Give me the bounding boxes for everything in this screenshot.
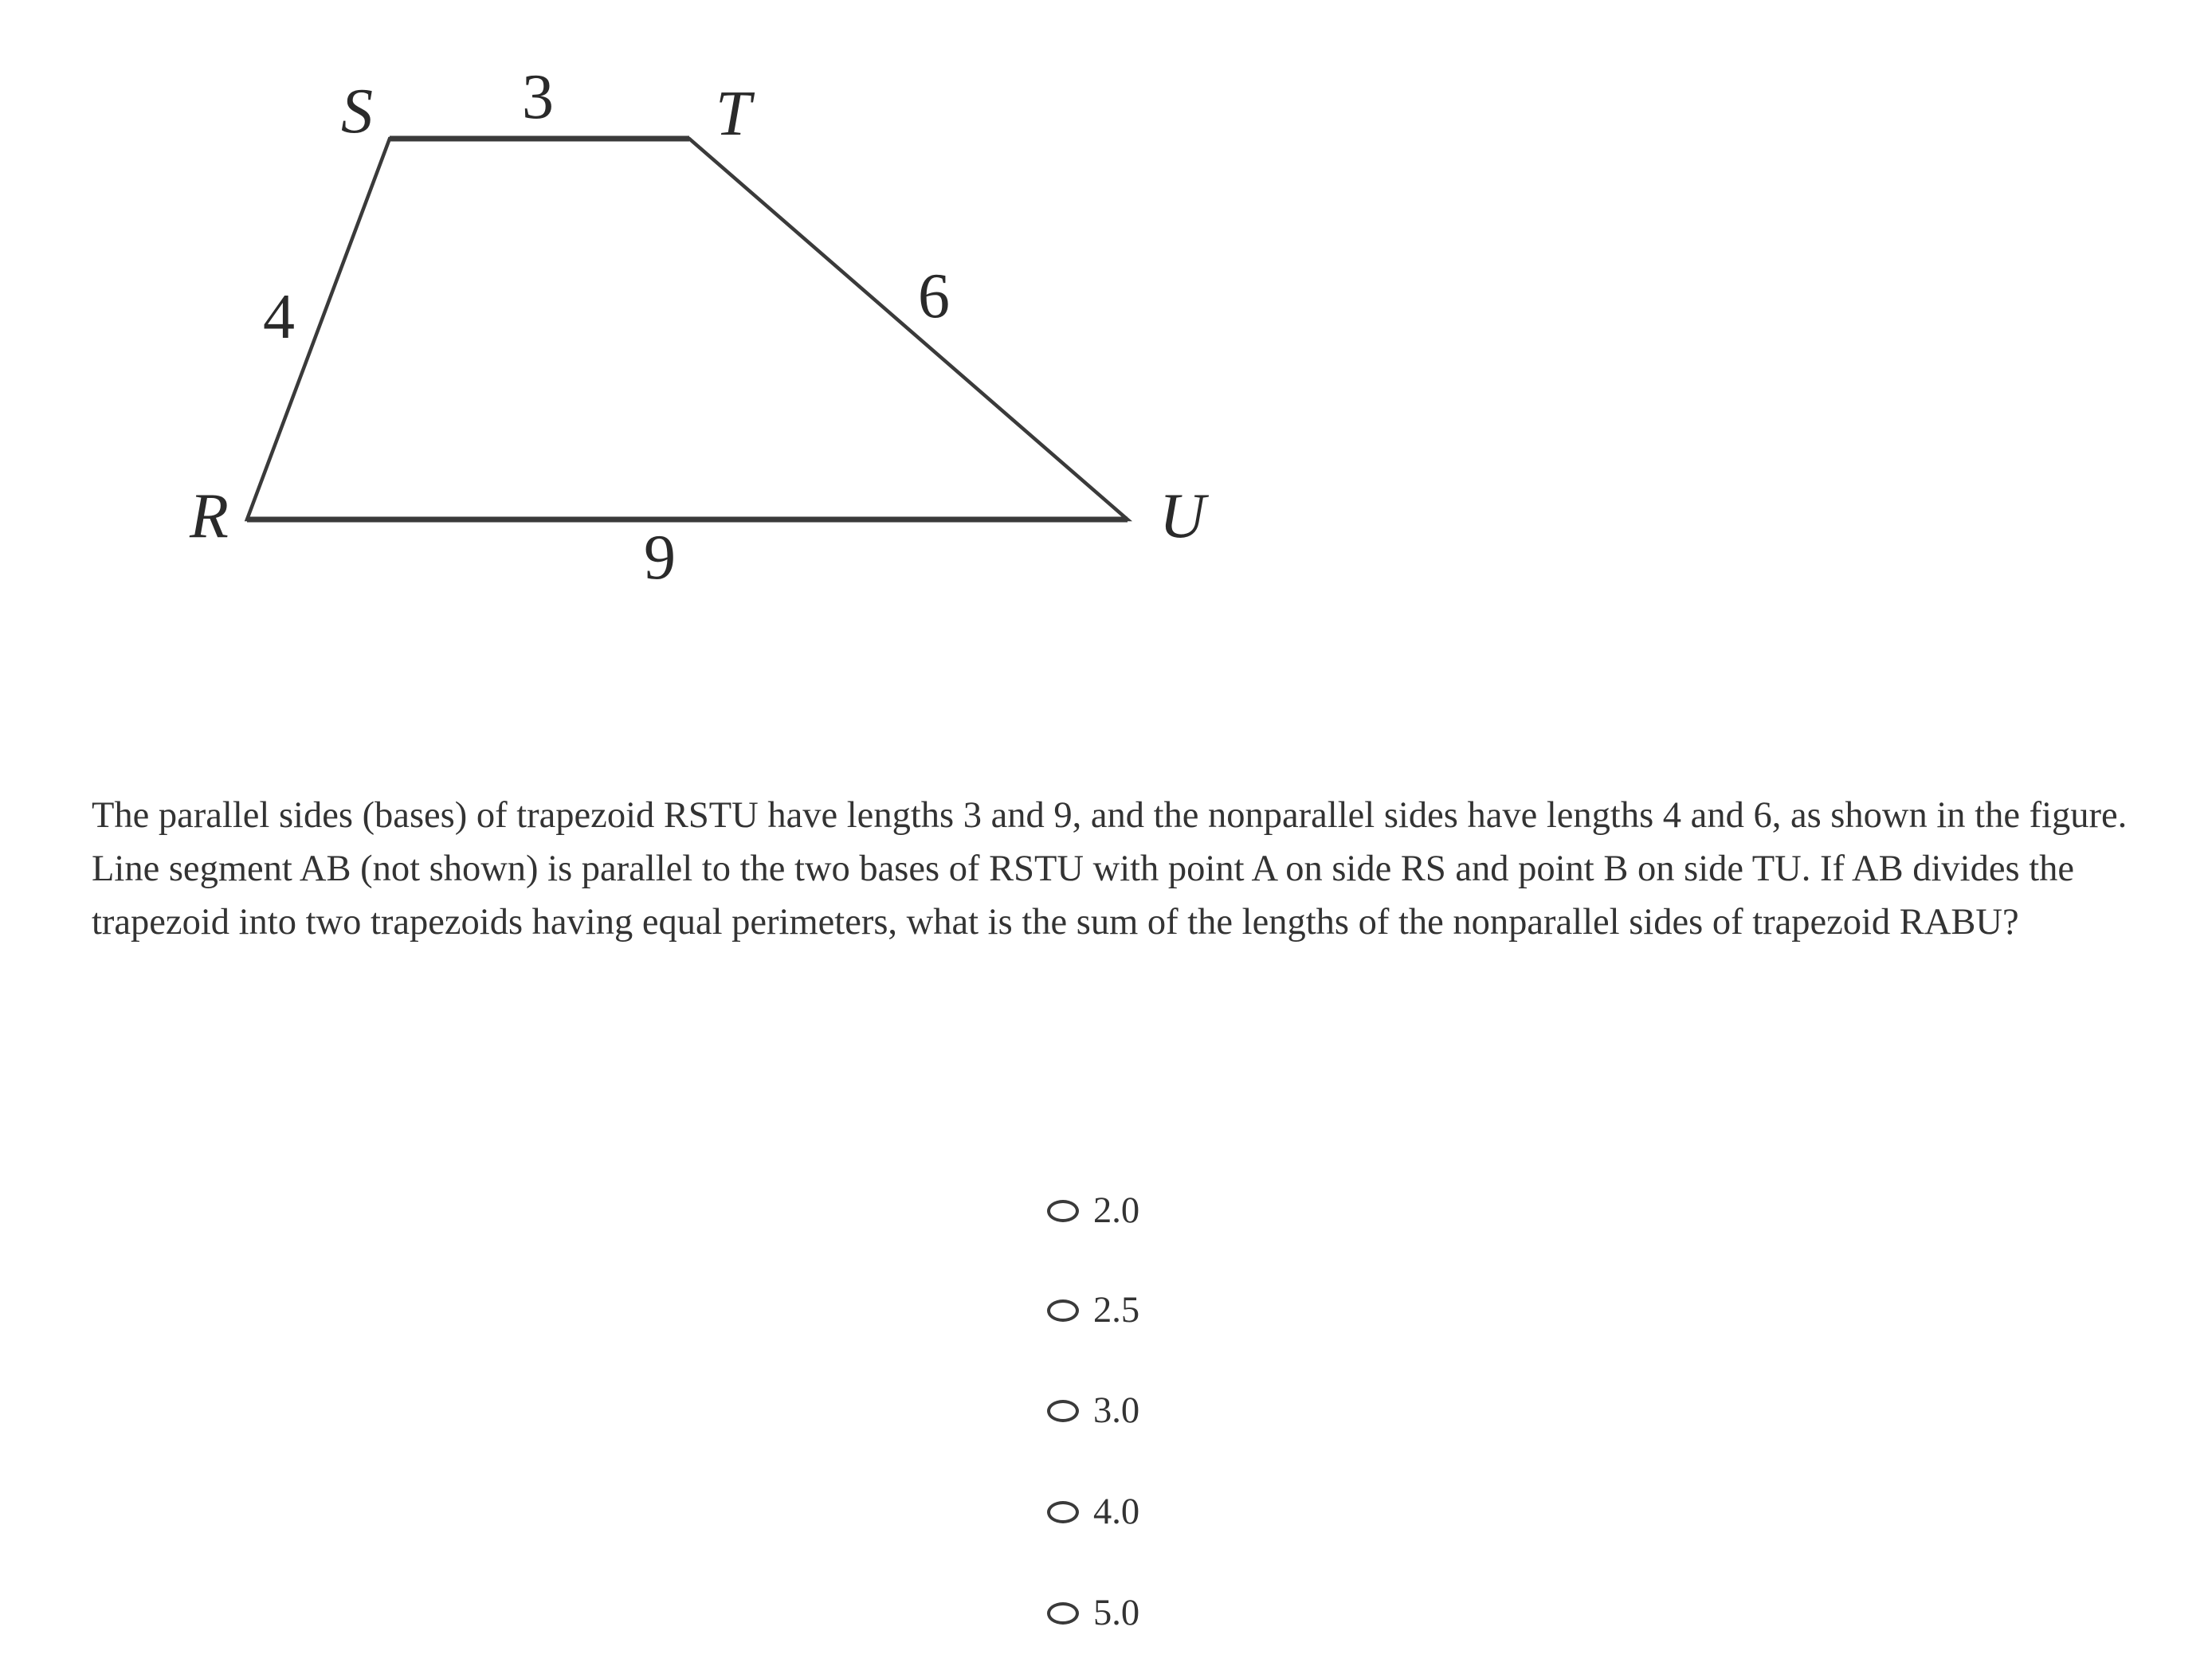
answer-option-label: 2.0 <box>1093 1190 1140 1231</box>
radio-button-icon[interactable] <box>1047 1501 1079 1523</box>
answer-option-label: 4.0 <box>1093 1491 1140 1532</box>
answer-option-3[interactable] <box>1047 1387 1139 1435</box>
vertex-label-r: R <box>190 481 229 551</box>
answer-option-5[interactable] <box>1047 1589 1139 1637</box>
side-label-rs: 4 <box>263 282 295 352</box>
answer-option-label: 5.0 <box>1093 1592 1140 1633</box>
trapezoid-figure <box>0 0 1355 606</box>
radio-button-icon[interactable] <box>1047 1602 1079 1625</box>
trapezoid-rstu-shape <box>247 139 1128 519</box>
vertex-label-t: T <box>716 79 751 149</box>
side-label-ru: 9 <box>644 523 676 593</box>
question-text: The parallel sides (bases) of trapezoid RSTU have lengths 3 and 9, and the nonparallel sides have lengths 4 and 6, as shown in the figure. Line segment AB (not shown) is parallel to the two bases of RSTU with point A on side RS and point B on side TU. If AB divides the trapezoid into two trapezoids having equal perimeters, what is the sum of the lengths of the nonparallel sides of trapezoid RABU? <box>92 795 2128 943</box>
vertex-label-u: U <box>1159 481 1206 551</box>
radio-button-icon[interactable] <box>1047 1200 1079 1222</box>
vertex-label-s: S <box>341 76 373 147</box>
answer-option-2[interactable] <box>1047 1287 1139 1335</box>
radio-button-icon[interactable] <box>1047 1400 1079 1422</box>
side-label-st: 3 <box>522 62 554 132</box>
side-label-tu: 6 <box>918 261 950 331</box>
answer-option-label: 2.5 <box>1093 1289 1140 1331</box>
answer-option-label: 3.0 <box>1093 1390 1140 1431</box>
answer-option-4[interactable] <box>1047 1488 1139 1536</box>
radio-button-icon[interactable] <box>1047 1299 1079 1322</box>
answer-option-1[interactable] <box>1047 1187 1139 1235</box>
